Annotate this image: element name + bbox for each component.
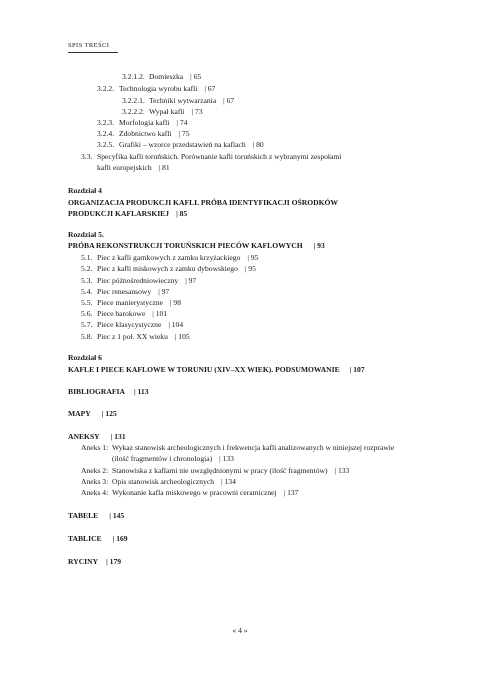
running-header: SPIS TREŚCI	[68, 42, 110, 49]
toc-entry-aneks-4[interactable]: Aneks 4: Wykonanie kafla miskowego w pracowni ceramicznej | 137	[81, 488, 299, 497]
chapter-4-label: Rozdział 4	[68, 186, 102, 195]
toc-entry-3-2-3[interactable]: 3.2.3. Morfologia kafli | 74	[97, 118, 188, 127]
toc-entry-3-3-cont[interactable]: kafli europejskich | 81	[97, 163, 170, 172]
toc-entry-aneks-3[interactable]: Aneks 3: Opis stanowisk archeologicznych | 134	[81, 477, 236, 486]
toc-entry-3-2-2-2[interactable]: 3.2.2.2. Wypał kafli | 73	[122, 107, 203, 116]
chapter-5-title[interactable]: PRÓBA REKONSTRUKCJI TORUŃSKICH PIECÓW KAFLOWYCH | 93	[68, 241, 325, 250]
toc-entry-5-3[interactable]: 5.3. Piec późnośredniowieczny | 97	[81, 276, 197, 285]
chapter-5-label: Rozdział 5.	[68, 230, 104, 239]
toc-entry-3-2-2[interactable]: 3.2.2. Technologia wyrobu kafli | 67	[97, 84, 216, 93]
page-number: « 4 »	[232, 626, 248, 635]
toc-entry-aneks-1[interactable]: Aneks 1: Wykaz stanowisk archeologicznych i frekwencja kafli analizowanych w niniejszej rozprawie	[81, 443, 395, 452]
chapter-6-title[interactable]: KAFLE I PIECE KAFLOWE W TORUNIU (XIV–XX WIEK). PODSUMOWANIE | 107	[68, 365, 365, 374]
toc-entry-tablice[interactable]: TABLICE | 169	[68, 534, 128, 543]
toc-entry-aneksy[interactable]: ANEKSY | 131	[68, 432, 126, 441]
toc-entry-5-2[interactable]: 5.2. Piec z kafli miskowych z zamku dybowskiego | 95	[81, 264, 256, 273]
toc-entry-mapy[interactable]: MAPY | 125	[68, 409, 117, 418]
toc-entry-ryciny[interactable]: RYCINY | 179	[68, 557, 122, 566]
toc-entry-5-1[interactable]: 5.1. Piec z kafli garnkowych z zamku krzyżackiego | 95	[81, 253, 259, 262]
toc-entry-aneks-2[interactable]: Aneks 2: Stanowiska z kaflami nie uwzględnionymi w pracy (ilość fragmentów) | 133	[81, 466, 350, 475]
toc-entry-5-4[interactable]: 5.4. Piec renesansowy | 97	[81, 287, 170, 296]
toc-entry-aneks-1-cont[interactable]: (ilość fragmentów i chronologia) | 133	[112, 454, 234, 463]
toc-entry-bibliografia[interactable]: BIBLIOGRAFIA | 113	[68, 387, 149, 396]
chapter-4-title-cont[interactable]: PRODUKCJI KAFLARSKIEJ | 85	[68, 209, 188, 218]
chapter-6-label: Rozdział 6	[68, 353, 102, 362]
chapter-4-title[interactable]: ORGANIZACJA PRODUKCJI KAFLI. PRÓBA IDENTYFIKACJI OŚRODKÓW	[68, 198, 339, 207]
toc-entry-3-2-4[interactable]: 3.2.4. Zdobnictwo kafli | 75	[97, 129, 190, 138]
toc-entry-tabele[interactable]: TABELE | 145	[68, 511, 125, 520]
toc-entry-3-3[interactable]: 3.3. Specyfika kafli toruńskich. Porównanie kafli toruńskich z wybranymi zespołami	[81, 152, 342, 161]
toc-entry-5-7[interactable]: 5.7. Piece klasycystyczne | 104	[81, 320, 184, 329]
toc-entry-5-6[interactable]: 5.6. Piece barokowe | 101	[81, 309, 168, 318]
header-rule	[68, 52, 118, 53]
toc-entry-3-2-2-1[interactable]: 3.2.2.1. Techniki wytwarzania | 67	[122, 96, 235, 105]
toc-entry-5-8[interactable]: 5.8. Piec z 1 poł. XX wieku | 105	[81, 332, 190, 341]
toc-entry-3-2-5[interactable]: 3.2.5. Grafiki – wzorce przedstawień na kaflach | 80	[97, 140, 264, 149]
toc-entry-3-2-1-2[interactable]: 3.2.1.2. Domieszka | 65	[122, 72, 202, 81]
toc-entry-5-5[interactable]: 5.5. Piece manierystyczne | 98	[81, 298, 182, 307]
